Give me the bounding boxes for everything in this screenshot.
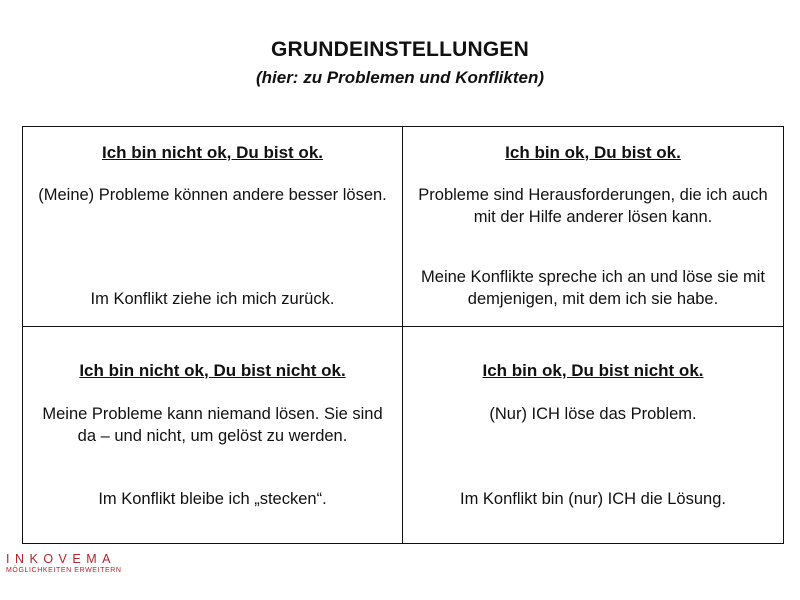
quadrant-heading: Ich bin nicht ok, Du bist ok. [101, 143, 323, 162]
quadrant-bottom-right [403, 327, 783, 543]
quadrant-heading: Ich bin ok, Du bist ok. [505, 143, 681, 162]
quadrant-problem-text: (Meine) Probleme können andere besser lösen. [38, 186, 387, 204]
quadrant-bottom-left [23, 327, 403, 543]
quadrant-conflict-text: Meine Konflikte spreche ich an und löse sie mit demjenigen, mit dem ich sie habe. [421, 268, 765, 308]
quadrant-conflict-text: Im Konflikt ziehe ich mich zurück. [90, 290, 335, 308]
quadrant-top-right [403, 127, 783, 327]
quadrant-conflict-text: Im Konflikt bin (nur) ICH die Lösung. [460, 490, 726, 508]
page-subtitle: (hier: zu Problemen und Konflikten) [255, 68, 545, 87]
quadrant-grid [22, 126, 784, 544]
quadrant-problem-text: Meine Probleme kann niemand lösen. Sie sind da – und nicht, um gelöst zu werden. [42, 405, 383, 445]
quadrant-heading: Ich bin nicht ok, Du bist nicht ok. [79, 361, 346, 380]
logo-tagline: MÖGLICHKEITEN ERWEITERN [6, 567, 122, 574]
quadrant-problem-text: (Nur) ICH löse das Problem. [489, 405, 697, 423]
quadrant-conflict-text: Im Konflikt bleibe ich „stecken“. [98, 490, 327, 508]
logo-name: INKOVEMA [6, 552, 116, 566]
page-title: GRUNDEINSTELLUNGEN [271, 38, 529, 61]
quadrant-heading: Ich bin ok, Du bist nicht ok. [482, 361, 704, 380]
brand-logo [6, 552, 122, 574]
quadrant-problem-text: Probleme sind Herausforderungen, die ich auch mit der Hilfe anderer lösen kann. [418, 186, 768, 226]
quadrant-top-left [23, 127, 403, 327]
